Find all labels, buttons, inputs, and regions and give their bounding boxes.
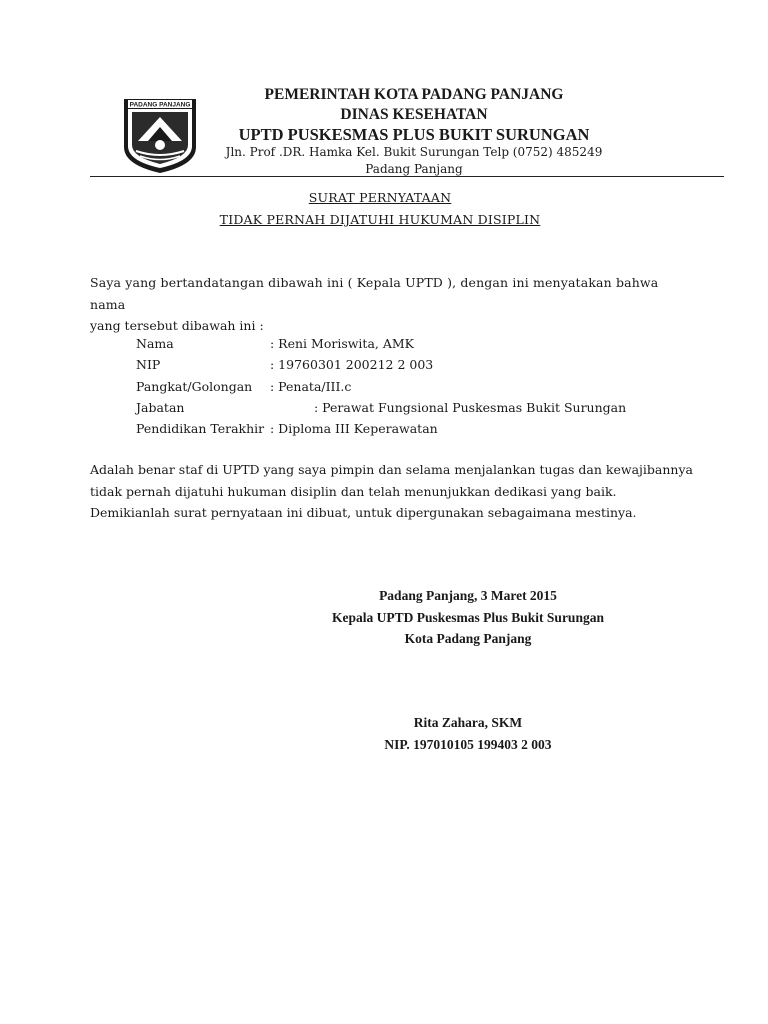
signatory-name: Rita Zahara, SKM	[413, 715, 523, 730]
body-line: tidak pernah dijatuhi hukuman disiplin dan telah menunjukkan dedikasi yang baik.	[90, 483, 617, 499]
body-line: Demikianlah surat pernyataan ini dibuat, untuk dipergunakan sebagaimana mestinya.	[90, 505, 637, 520]
field-value-pendidikan: : Diploma III Keperawatan	[270, 421, 438, 436]
field-label-nip: NIP	[136, 357, 161, 372]
intro-line: Saya yang bertandatangan dibawah ini ( Kepala UPTD ), dengan ini menyatakan bahwa nama	[90, 275, 659, 312]
body-line: Adalah benar staf di UPTD yang saya pimpin dan selama menjalankan tugas dan kewajibannya	[90, 462, 693, 477]
institution-address: Jln. Prof .DR. Hamka Kel. Bukit Surungan Telp (0752) 485249	[225, 145, 603, 159]
intro-line: yang tersebut dibawah ini :	[90, 318, 264, 333]
field-value-nip: : 19760301 200212 2 003	[270, 357, 434, 372]
signatory-position: Kepala UPTD Puskesmas Plus Bukit Surungan	[332, 610, 604, 625]
government-name: PEMERINTAH KOTA PADANG PANJANG	[264, 86, 564, 103]
document-subtitle: TIDAK PERNAH DIJATUHI HUKUMAN DISIPLIN	[219, 212, 541, 227]
institution-city: Padang Panjang	[365, 162, 463, 176]
intro-paragraph	[90, 272, 690, 337]
field-value-jabatan: : Perawat Fungsional Puskesmas Bukit Surungan	[314, 400, 627, 415]
department-name: DINAS KESEHATAN	[340, 106, 488, 123]
body-paragraph	[90, 459, 700, 524]
signatory-nip: NIP. 197010105 199403 2 003	[384, 737, 552, 752]
field-value-pangkat: : Penata/III.c	[270, 379, 352, 394]
emblem-text: PADANG PANJANG	[129, 101, 191, 109]
institution-name: UPTD PUSKESMAS PLUS BUKIT SURUNGAN	[238, 125, 590, 144]
field-value-nama: : Reni Moriswita, AMK	[270, 336, 415, 351]
signature-place-date: Padang Panjang, 3 Maret 2015	[379, 588, 557, 603]
field-label-pendidikan: Pendidikan Terakhir	[136, 421, 265, 436]
letterhead-divider	[90, 176, 724, 177]
field-label-jabatan: Jabatan	[136, 400, 185, 415]
field-label-pangkat: Pangkat/Golongan	[136, 379, 253, 394]
signatory-city: Kota Padang Panjang	[404, 631, 532, 646]
field-label-nama: Nama	[136, 336, 174, 351]
document-title: SURAT PERNYATAAN	[308, 190, 452, 205]
